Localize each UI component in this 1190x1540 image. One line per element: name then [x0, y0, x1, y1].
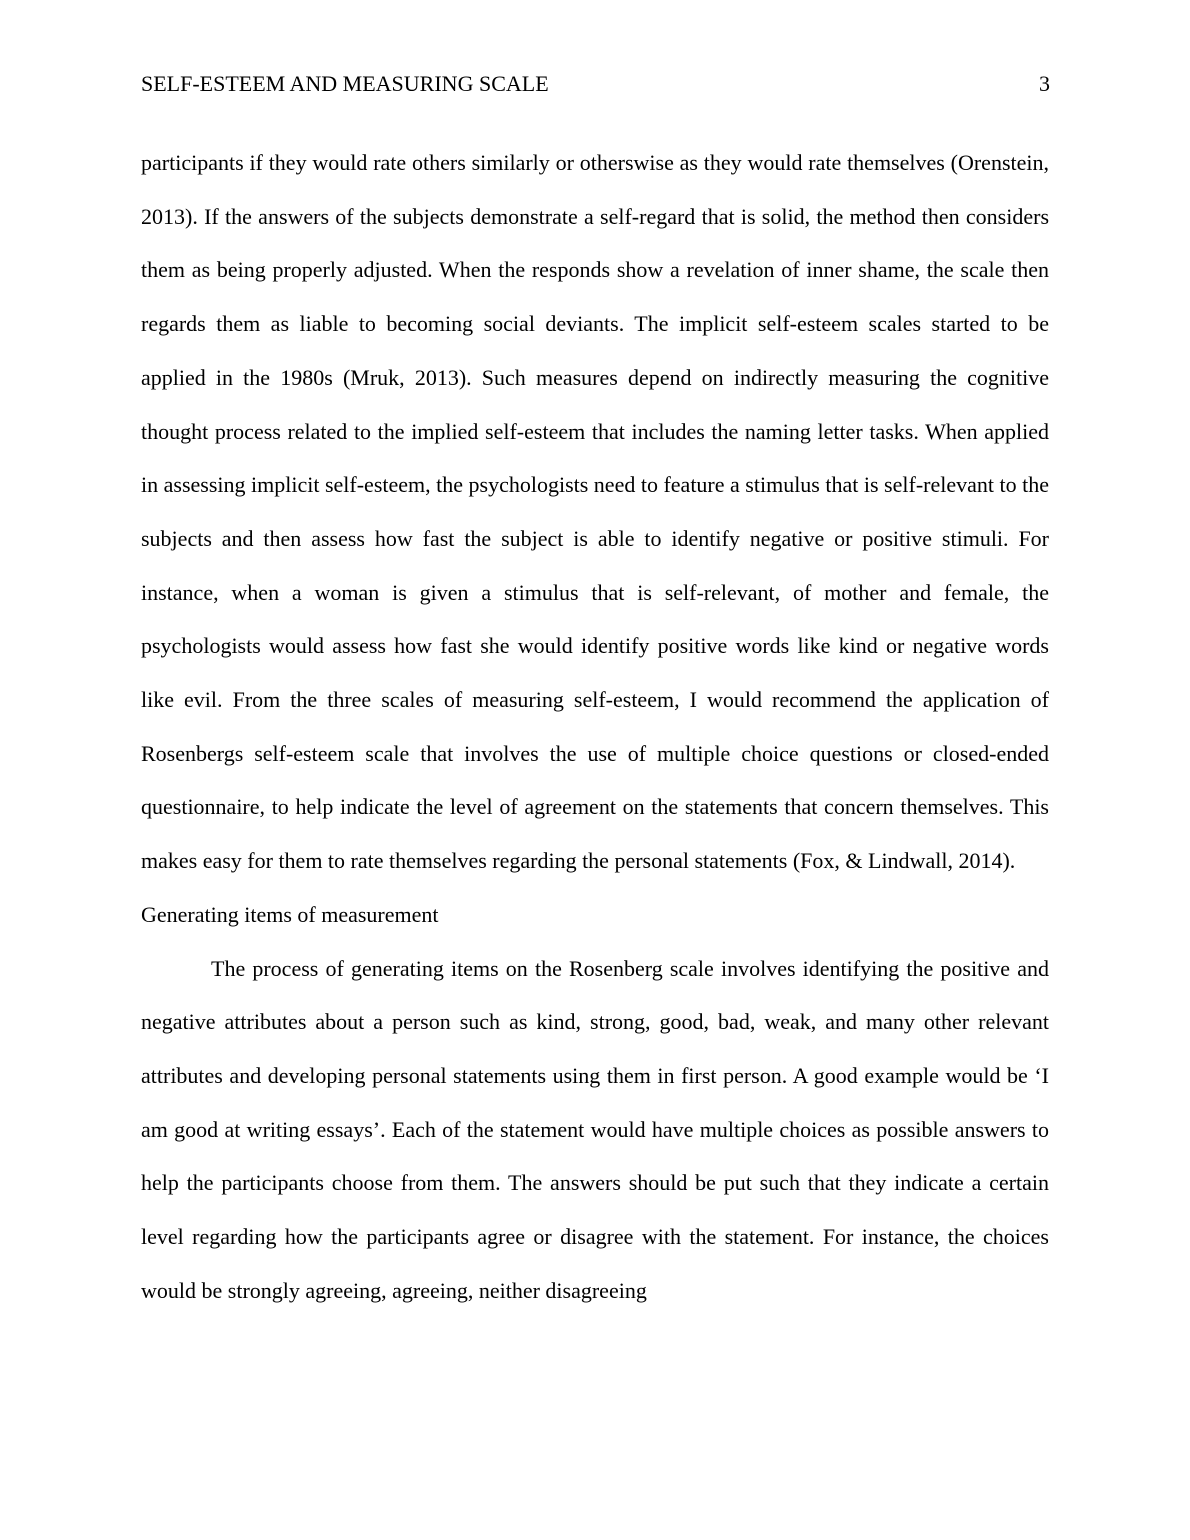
body-paragraph: The process of generating items on the Rosenberg scale involves identifying the positive and negative attributes about a person such as kind, strong, good, bad, weak, and many other relevant attributes and developing personal statements using them in first person. A good example would be ‘I am good at writing essays’. Each of the statement would have multiple choices as possible answers to help the participants choose from them. The answers should be put such that they indicate a certain level regarding how the participants agree or disagree with the statement. For instance, the choices would be strongly agreeing, agreeing, neither disagreeing: [141, 955, 1049, 1303]
page-number: 3: [1039, 71, 1050, 96]
body-paragraph: participants if they would rate others similarly or otherswise as they would rate themselves (Orenstein, 2013). If the answers of the subjects demonstrate a self-regard that is solid, the method then considers them as being properly adjusted. When the responds show a revelation of inner shame, the scale then regards them as liable to becoming social deviants. The implicit self-esteem scales started to be applied in the 1980s (Mruk, 2013). Such measures depend on indirectly measuring the cognitive thought process related to the implied self-esteem that includes the naming letter tasks. When applied in assessing implicit self-esteem, the psychologists need to feature a stimulus that is self-relevant to the subjects and then assess how fast the subject is able to identify negative or positive stimuli. For instance, when a woman is given a stimulus that is self-relevant, of mother and female, the psychologists would assess how fast she would identify positive words like kind or negative words like evil. From the three scales of measuring self-esteem, I would recommend the application of Rosenbergs self-esteem scale that involves the use of multiple choice questions or closed-ended questionnaire, to help indicate the level of agreement on the statements that concern themselves. This makes easy for them to rate themselves regarding the personal statements (Fox, & Lindwall, 2014).: [141, 150, 1049, 874]
running-head: SELF-ESTEEM AND MEASURING SCALE: [141, 71, 549, 96]
body-text: [141, 136, 1049, 1317]
section-heading: Generating items of measurement: [141, 901, 439, 927]
